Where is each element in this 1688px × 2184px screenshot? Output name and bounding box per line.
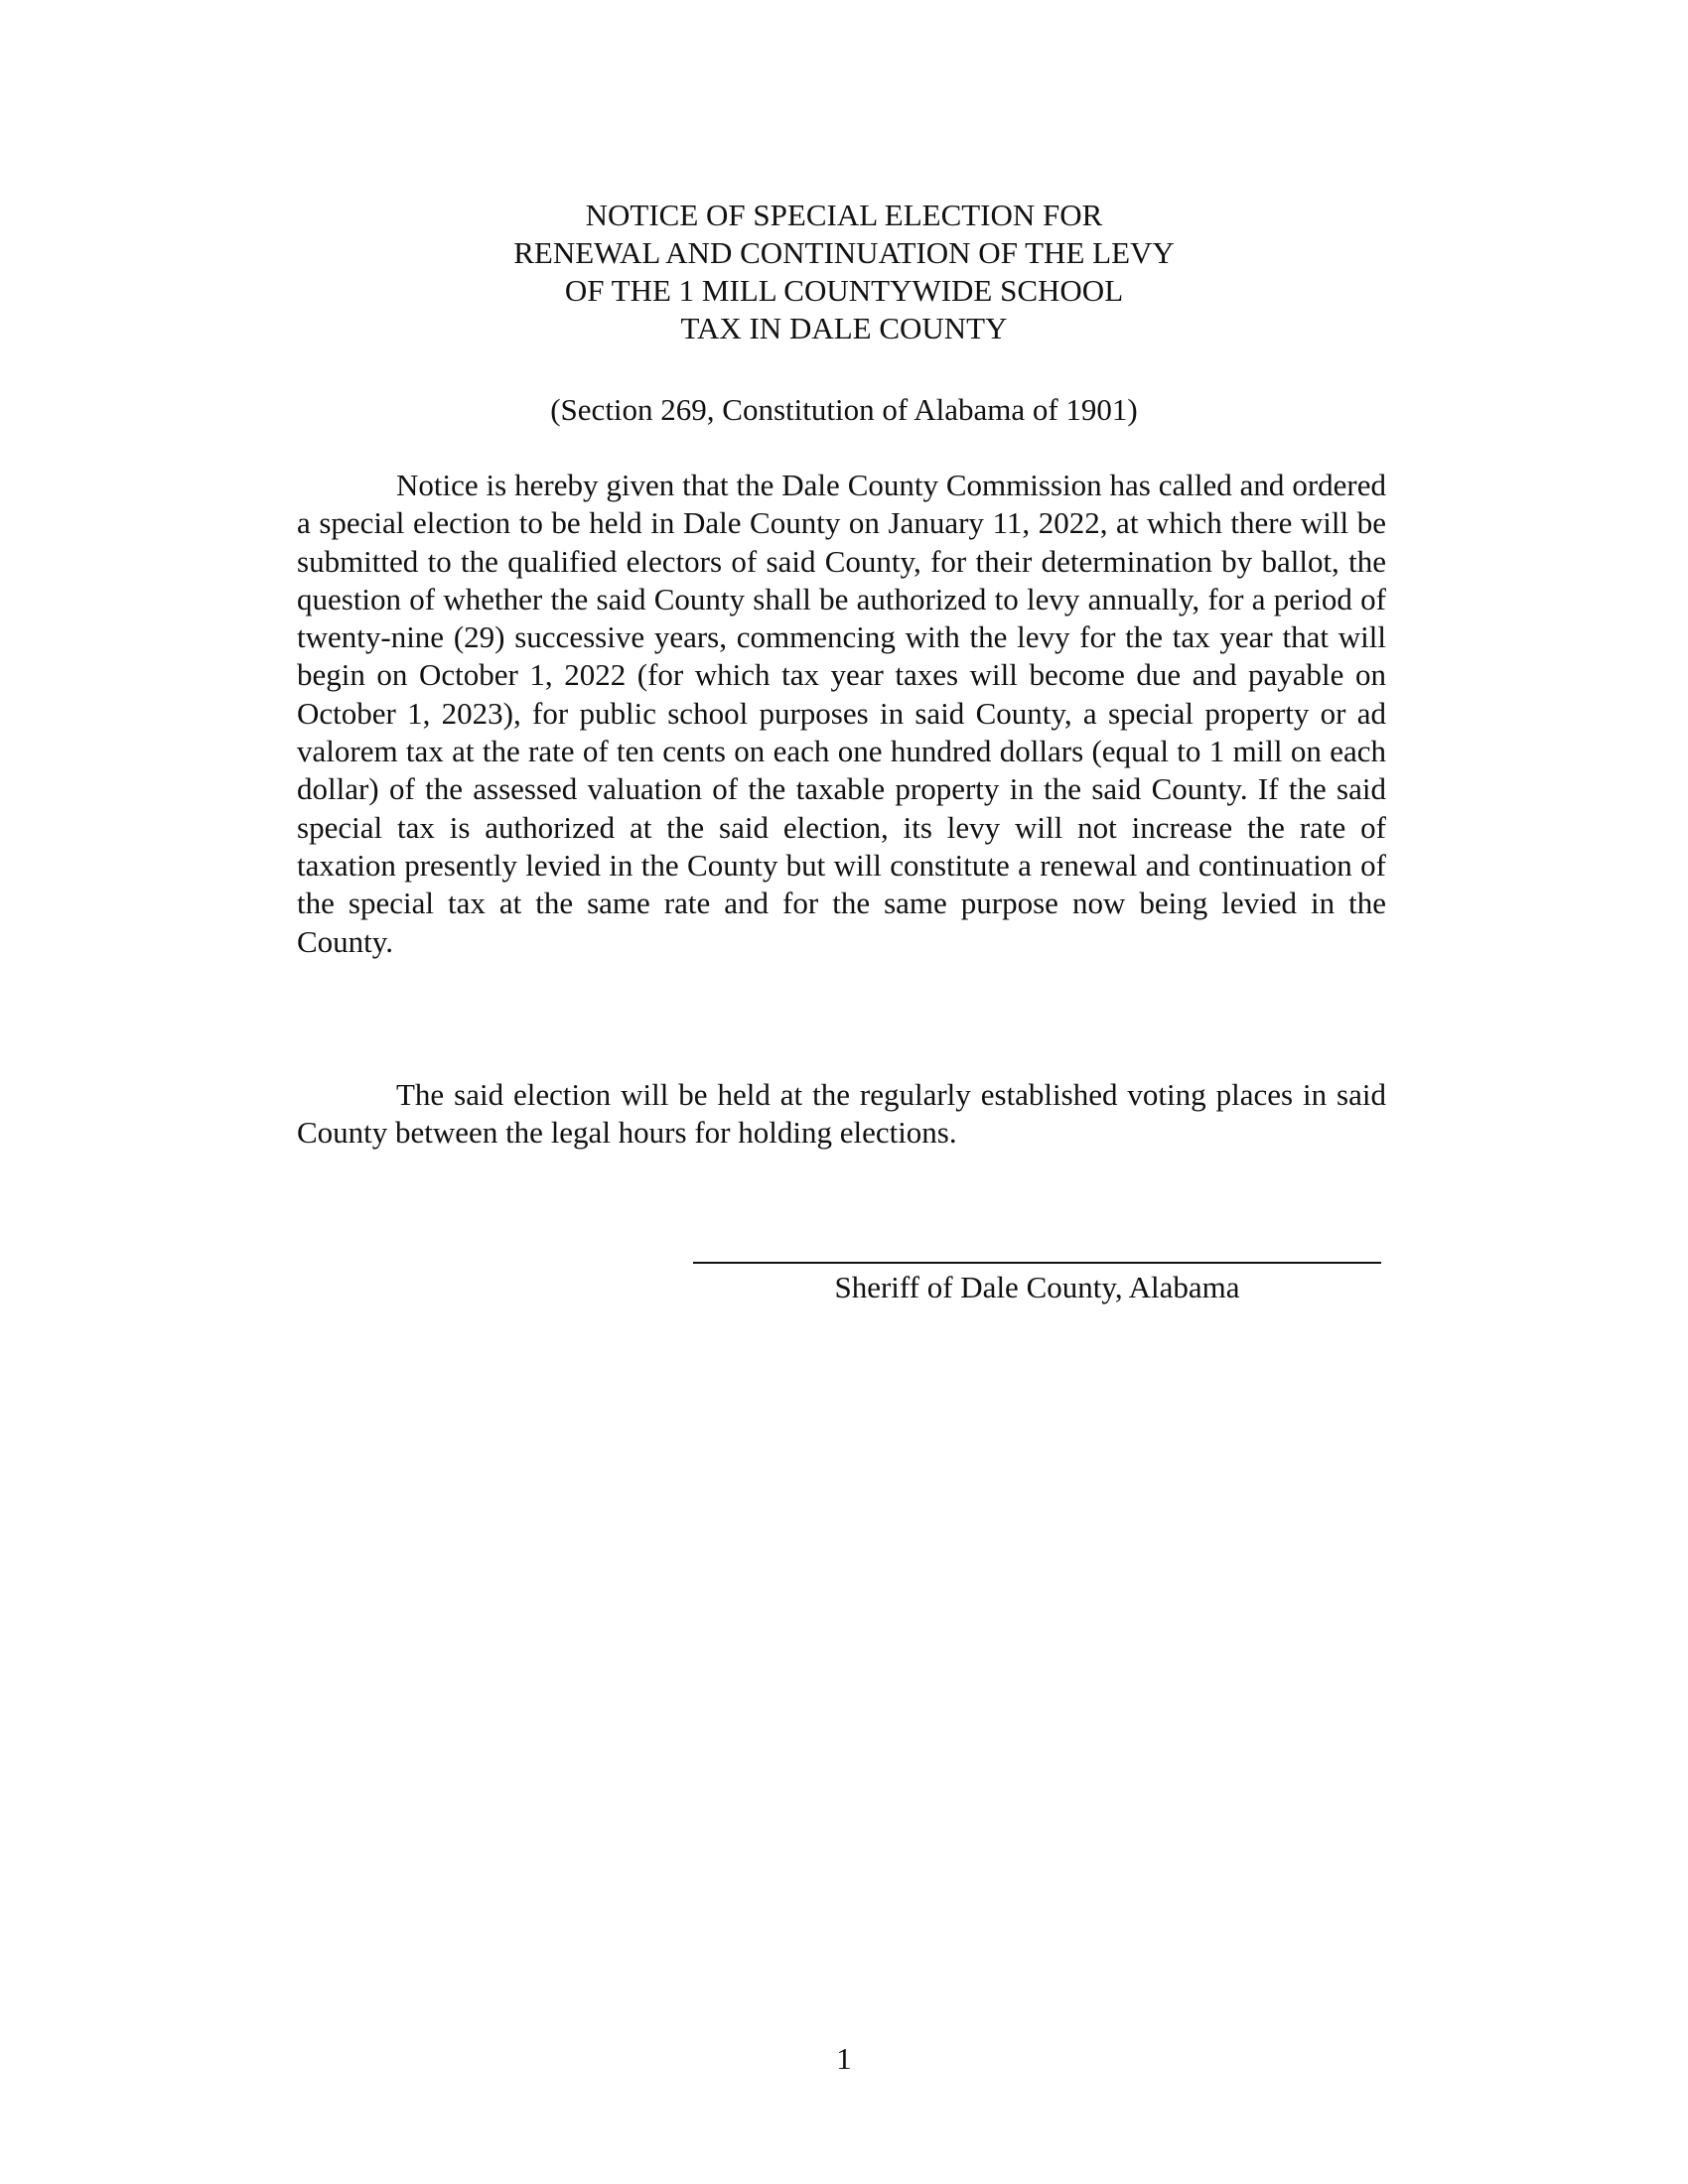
notice-title (298, 197, 1390, 347)
title-line: TAX IN DALE COUNTY (680, 311, 1008, 345)
title-line: RENEWAL AND CONTINUATION OF THE LEVY (513, 235, 1175, 270)
title-line: OF THE 1 MILL COUNTYWIDE SCHOOL (564, 273, 1124, 308)
signature-label: Sheriff of Dale County, Alabama (834, 1270, 1240, 1304)
title-line: NOTICE OF SPECIAL ELECTION FOR (585, 198, 1103, 232)
signature-line (693, 1262, 1381, 1264)
voting-places-paragraph: The said election will be held at the regularly established voting places in said County between the legal hours for holding elections. (297, 1077, 1386, 1151)
notice-paragraph: Notice is hereby given that the Dale County Commission has called and ordered a special election to be held in Dale County on January 11, 2022, at which there will be submitted to the qualified electors of said County, for their determination by ballot, the question of whether the said County shall be authorized to levy annually, for a period of twenty-nine (29) successive years, commencing with the levy for the tax year that will begin on October 1, 2022 (for which tax year taxes will become due and payable on October 1, 2023), for public school purposes in said County, a special property or ad valorem tax at the rate of ten cents on each one hundred dollars (equal to 1 mill on each dollar) of the assessed valuation of the taxable property in the said County. If the said special tax is authorized at the said election, its levy will not increase the rate of taxation presently levied in the County but will constitute a renewal and continuation of the special tax at the same rate and for the same purpose now being levied in the County. (297, 468, 1386, 959)
page-number: 1 (836, 2041, 852, 2076)
constitution-citation: (Section 269, Constitution of Alabama of 1901) (550, 392, 1138, 427)
